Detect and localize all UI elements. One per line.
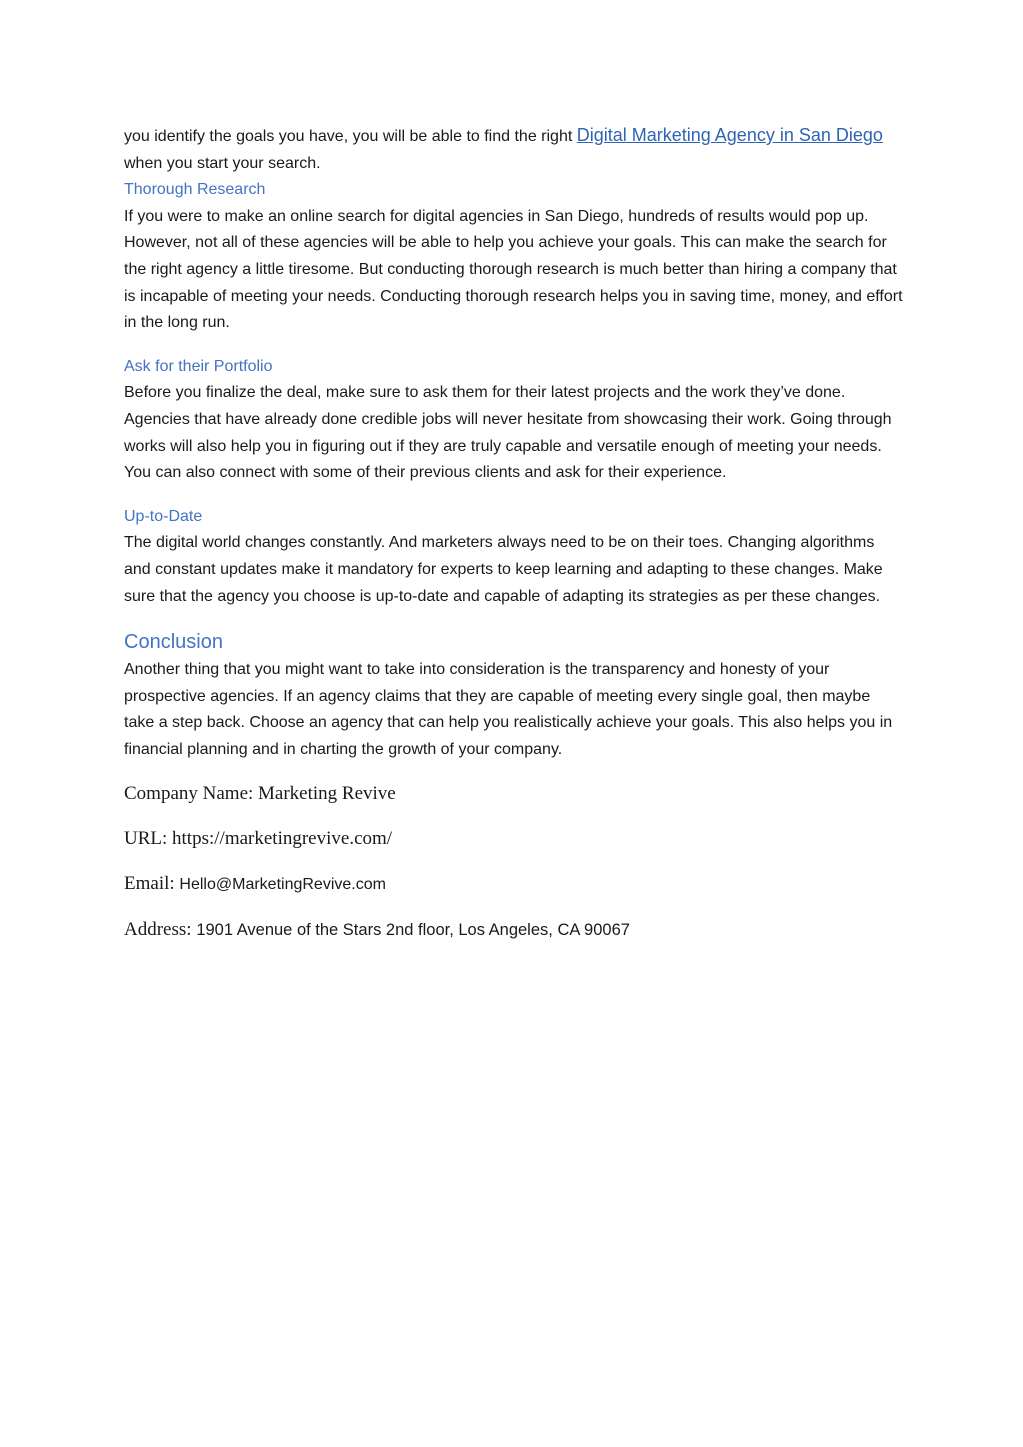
document-content xyxy=(124,122,904,943)
section-heading: Thorough Research xyxy=(124,181,266,199)
email-value[interactable]: Hello@MarketingRevive.com xyxy=(179,876,386,894)
section-conclusion xyxy=(124,627,904,763)
intro-text-before: you identify the goals you have, you will be able to find the right xyxy=(124,128,577,145)
section-body: Before you finalize the deal, make sure to ask them for their latest projects and the work they’ve done. Agencies that have already done credible jobs will never hesitate from showcasing their work. Going through works will also help you in figuring out if they are truly capable and versatile enough of meeting your needs. You can also connect with some of their previous clients and ask for their experience. xyxy=(124,384,892,482)
digital-marketing-agency-link[interactable]: Digital Marketing Agency in San Diego xyxy=(576,125,883,145)
section-heading: Up-to-Date xyxy=(124,507,203,525)
intro-text-after: when you start your search. xyxy=(124,154,321,172)
section-up-to-date xyxy=(124,504,904,610)
email-line xyxy=(124,871,904,898)
intro-paragraph xyxy=(124,122,904,177)
section-thorough-research xyxy=(124,177,904,337)
section-portfolio xyxy=(124,354,904,487)
url-value[interactable]: https://marketingrevive.com/ xyxy=(172,828,393,850)
address-label: Address: xyxy=(124,919,197,941)
email-label: Email: xyxy=(124,873,180,895)
url-label: URL: xyxy=(124,828,173,850)
company-name-label: Company Name: xyxy=(124,783,259,805)
company-name-line xyxy=(124,781,904,807)
url-line xyxy=(124,826,904,852)
section-body: If you were to make an online search for digital agencies in San Diego, hundreds of results would pop up. However, not all of these agencies will be able to help you achieve your goals. This can make the search for the right agency a little tiresome. But conducting thorough research is much better than hiring a company that is incapable of meeting your needs. Conducting thorough research helps you in saving time, money, and effort in the long run. xyxy=(124,207,903,332)
address-value: 1901 Avenue of the Stars 2nd floor, Los Angeles, CA 90067 xyxy=(196,921,630,940)
company-name-value: Marketing Revive xyxy=(258,783,396,805)
section-body: The digital world changes constantly. And marketers always need to be on their toes. Changing algorithms and constant updates make it mandatory for experts to keep learning and adapting to these changes. Make sure that the agency you choose is up-to-date and capable of adapting its strategies as per these changes. xyxy=(124,534,883,605)
conclusion-body: Another thing that you might want to take into consideration is the transparency and honesty of your prospective agencies. If an agency claims that they are capable of meeting every single goal, then maybe take a step back. Choose an agency that can help you realistically achieve your goals. This also helps you in financial planning and in charting the growth of your company. xyxy=(124,661,893,758)
address-line xyxy=(124,917,904,943)
section-heading: Ask for their Portfolio xyxy=(124,357,273,375)
conclusion-heading: Conclusion xyxy=(124,631,223,654)
